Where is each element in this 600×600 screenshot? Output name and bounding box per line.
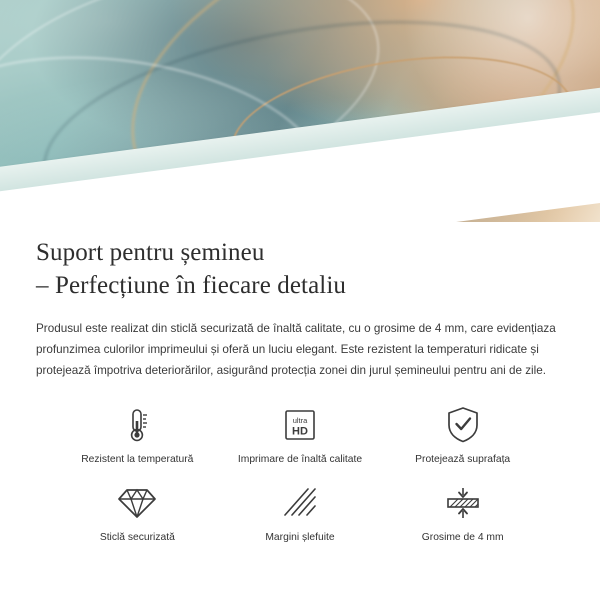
shield-check-icon — [444, 403, 482, 447]
feature-item-surface-protection — [381, 403, 544, 467]
headline-line-2: – Perfecțiune în fiecare detaliu — [36, 272, 346, 299]
feature-item-print-quality — [219, 403, 382, 467]
feature-label: Protejează suprafața — [415, 454, 511, 465]
feature-label: Sticlă securizată — [99, 532, 175, 543]
feature-item-tempered-glass — [56, 481, 219, 545]
description-content — [0, 222, 600, 545]
feature-item-thickness — [381, 481, 544, 545]
thermometer-icon — [120, 403, 154, 447]
description-paragraph: Produsul este realizat din sticlă securizată de înaltă calitate, cu o grosime de 4 mm, care evidențiaza profunzimea culorilor imprimeului și oferă un luciu elegant. Este rezistent la temperaturi ridicate și protejează împotriva deteriorărilor, asigurând protecția zonei din jurul șemineului pentru ani de zile. — [36, 322, 556, 377]
hero-product-image — [0, 0, 600, 222]
svg-text:HD: HD — [292, 425, 308, 438]
polished-edges-icon — [279, 481, 321, 525]
feature-label: Rezistent la temperatură — [81, 454, 194, 465]
feature-grid — [36, 403, 564, 545]
feature-label: Grosime de 4 mm — [421, 532, 504, 543]
feature-item-temperature — [56, 403, 219, 467]
headline-line-1: Suport pentru șemineu — [36, 239, 265, 266]
ultra-hd-icon — [278, 403, 322, 447]
feature-label: Imprimare de înaltă calitate — [237, 454, 363, 465]
svg-text:ultra: ultra — [292, 416, 308, 425]
thickness-4mm-icon — [441, 481, 485, 525]
feature-label: Margini șlefuite — [265, 532, 335, 543]
page-title — [36, 236, 564, 302]
diamond-icon — [116, 481, 158, 525]
feature-item-polished-edges — [219, 481, 382, 545]
